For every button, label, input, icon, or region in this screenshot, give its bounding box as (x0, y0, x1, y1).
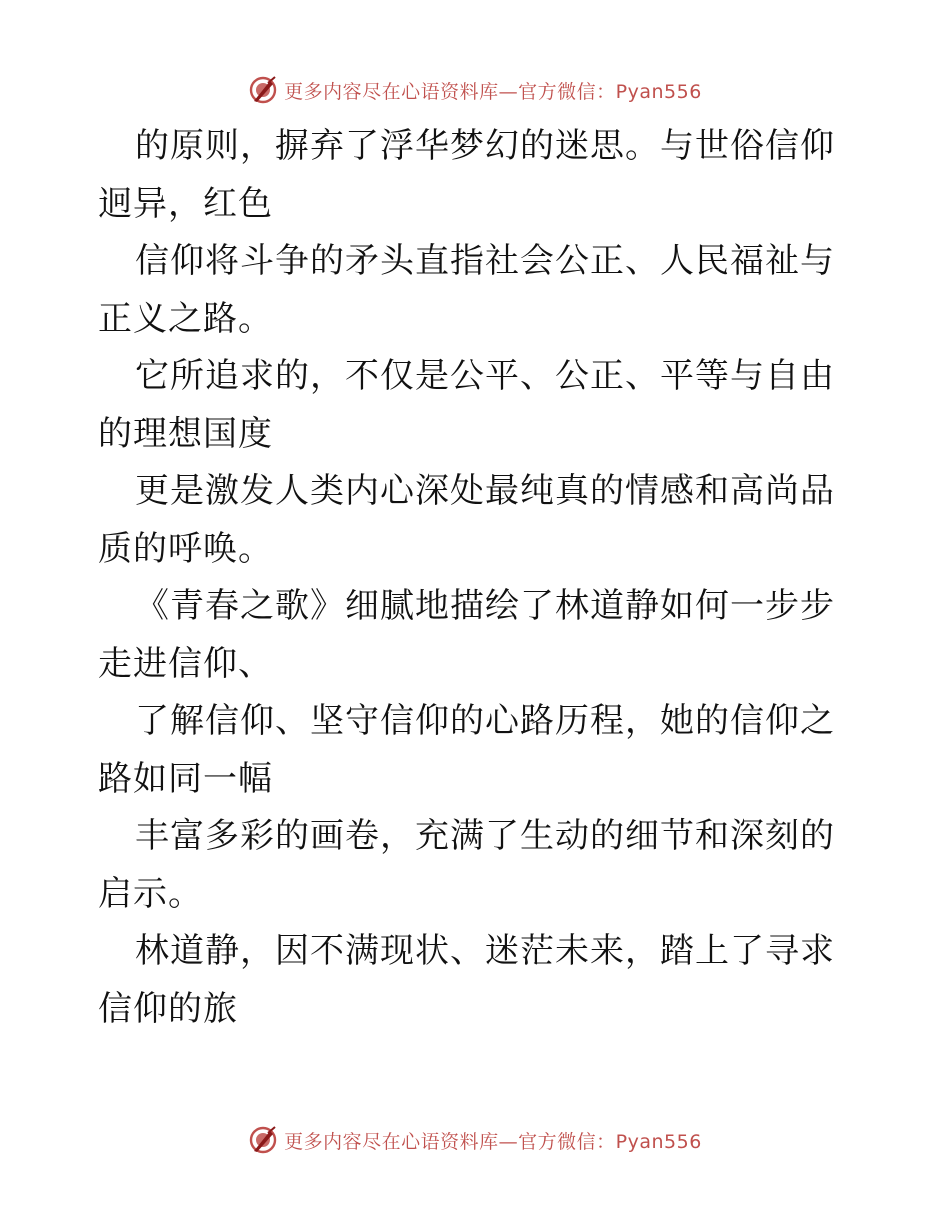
quill-pen-logo-icon (248, 75, 278, 105)
wechat-id: Pyan556 (615, 1130, 702, 1153)
paragraph-3: 它所追求的，不仅是公平、公正、平等与自由的理想国度 (98, 356, 835, 454)
paragraph-4: 更是激发人类内心深处最纯真的情感和高尚品质的呼唤。 (98, 471, 835, 569)
paragraph-6: 了解信仰、坚守信仰的心路历程，她的信仰之路如同一幅 (98, 701, 835, 799)
paragraph-1: 的原则，摒弃了浮华梦幻的迷思。与世俗信仰迥异，红色 (98, 126, 835, 224)
watermark-label: 更多内容尽在心语资料库—官方微信： (284, 80, 616, 103)
watermark-text (284, 77, 702, 104)
page-header-watermark (0, 70, 950, 110)
paragraph-5: 《青春之歌》细腻地描绘了林道静如何一步步走进信仰、 (98, 586, 835, 684)
wechat-id: Pyan556 (615, 80, 702, 103)
paragraph-2: 信仰将斗争的矛头直指社会公正、人民福祉与正义之路。 (98, 241, 835, 339)
watermark-label: 更多内容尽在心语资料库—官方微信： (284, 1130, 616, 1153)
page-footer-watermark (0, 1120, 950, 1160)
paragraph-7: 丰富多彩的画卷，充满了生动的细节和深刻的启示。 (98, 816, 835, 914)
quill-pen-logo-icon (248, 1125, 278, 1155)
watermark-text (284, 1127, 702, 1154)
document-body (98, 118, 858, 1038)
paragraph-8: 林道静，因不满现状、迷茫未来，踏上了寻求信仰的旅 (98, 931, 835, 1029)
